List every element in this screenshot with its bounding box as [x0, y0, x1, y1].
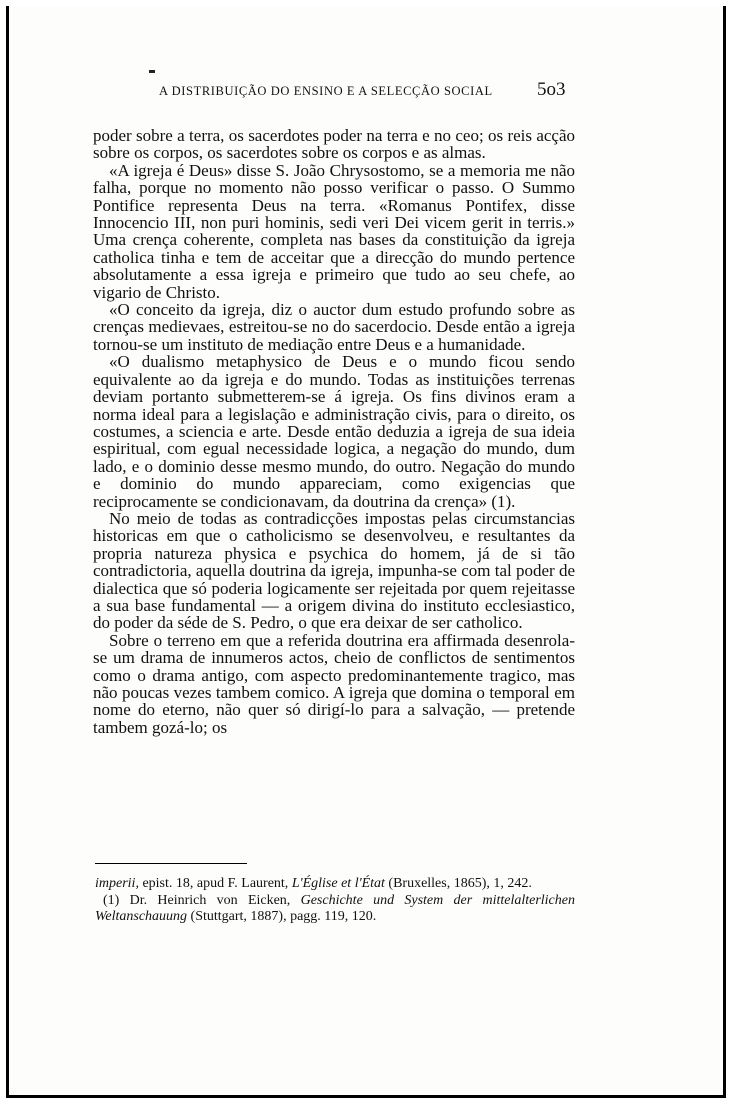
footnote-italic-title: Geschichte und System der mittelalterlichen Weltanschauung — [95, 892, 575, 924]
paragraph: Sobre o terreno em que a referida doutrina era affirmada desenrola-se um drama de innumeros actos, cheio de conflictos de sentimentos como o drama antigo, com aspecto predominantemente tragico, mas não poucas vezes tambem comico. A igreja que domina o temporal em nome do eterno, não quer só dirigí-lo para a salvação, — pretende tambem gozá-lo; os — [93, 630, 575, 737]
page-number: 5o3 — [537, 79, 566, 100]
footnote-marker: (1) — [103, 892, 120, 908]
footnotes — [95, 876, 575, 926]
footnote-italic: imperii, — [95, 876, 139, 891]
footnote-1 — [95, 893, 575, 926]
footnote-text: (Stuttgart, 1887), pagg. 119, 120. — [187, 909, 377, 924]
footnote-continued — [95, 876, 575, 893]
footnote-italic-title: L'Église et l'État — [291, 876, 385, 891]
footnote-text: Dr. Heinrich von Eicken, — [119, 892, 301, 908]
footnote-text: (Bruxelles, 1865), 1, 242. — [384, 876, 532, 891]
book-page — [6, 6, 726, 1098]
footnote-text: epist. 18, apud F. Laurent, — [138, 876, 292, 891]
paragraph: No meio de todas as contradicções impostas pelas circumstancias historicas em que o catholicismo se desenvolveu, e resultantes da propria natureza physica e psychica do homem, já de si tão contradictoria, aquella doutrina da igreja, impunha-se com tal poder de dialectica que só poderia logicamente ser rejeitada por quem rejeitasse a sua base fundamental — a origem divina do instituto ecclesiastico, do poder da séde de S. Pedro, o que era deixar de ser catholico. — [93, 508, 575, 633]
footnote-separator — [95, 863, 247, 864]
paragraph-continuation: poder sobre a terra, os sacerdotes poder na terra e no ceo; os reis acção sobre os corpos, os sacerdotes sobre os corpos e as almas. — [93, 126, 575, 163]
print-mark — [149, 70, 155, 73]
paragraph: «O dualismo metaphysico de Deus e o mundo ficou sendo equivalente ao da igreja e do mundo. Todas as instituições terrenas deviam portanto submetterem-se á igreja. Os fins divinos eram a norma ideal para a legislação e administração civis, para o direito, os costumes, a sciencia e arte. Desde então deduzia a igreja de sua ideia espiritual, com egual necessidade logica, a negação do mundo, dum lado, e o dominio desse mesmo mundo, do outro. Negação do mundo e dominio do mundo appareciam, como exigencias que reciprocamente se condicionavam, da doutrina da crença» (1). — [93, 352, 575, 511]
main-text — [93, 127, 575, 736]
paragraph: «A igreja é Deus» disse S. João Chrysostomo, se a memoria me não falha, porque no momento não posso verificar o passo. O Summo Pontifice representa Deus na terra. «Romanus Pontifex, disse Innocencio III, non puri hominis, sedi veri Dei vicem gerit in terris.» Uma crença coherente, completa nas bases da constituição da igreja catholica tinha e tem de acceitar que a direcção do mundo pertence absolutamente a essa igreja e primeiro que tudo ao seu chefe, ao vigario de Christo. — [93, 160, 575, 302]
paragraph: «O conceito da igreja, diz o auctor dum estudo profundo sobre as crenças medievaes, estreitou-se no do sacerdocio. Desde então a igreja tornou-se um instituto de mediação entre Deus e a humanidade. — [93, 300, 575, 354]
running-title: A DISTRIBUIÇÃO DO ENSINO E A SELECÇÃO SOCIAL — [159, 84, 493, 98]
